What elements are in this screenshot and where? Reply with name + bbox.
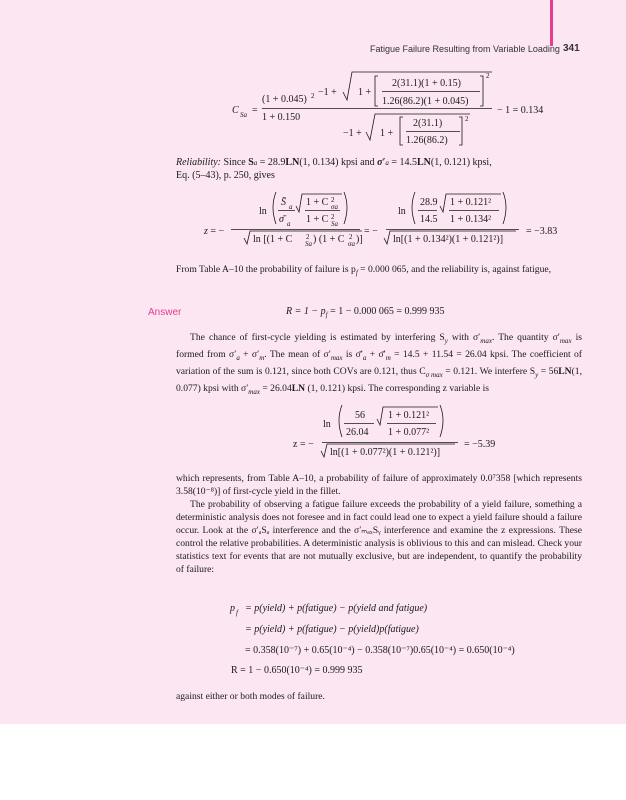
z2-result: = −5.39 — [464, 439, 496, 450]
csa-num-exp: 2 — [311, 92, 315, 100]
csa-lhs: C — [232, 105, 239, 116]
z1-val2: 14.5 — [420, 214, 438, 225]
reliability-line2: Eq. (5–43), p. 250, gives — [176, 170, 275, 181]
z2-rad-top: 1 + 0.121² — [388, 410, 430, 421]
reliability-line1: Reliability: Since Sa = 28.9LN(1, 0.134) kpsi and σ′a = 14.5LN(1, 0.121) kpsi, — [176, 157, 492, 168]
z2-v1: 56 — [355, 410, 365, 421]
csa-num-sq: 2 — [486, 72, 490, 80]
csa-num-frac-bot: 1.26(86.2)(1 + 0.045) — [382, 96, 469, 107]
csa-den-sq: 2 — [465, 115, 469, 123]
reliability-label: Reliability: — [176, 157, 221, 168]
pf-line1: = p(yield) + p(fatigue) − p(yield and fatigue) — [245, 603, 428, 614]
z1-ln2: ln — [398, 206, 406, 217]
csa-lhs-sub: Sa — [240, 111, 247, 119]
csa-den-left: 1 + 0.150 — [262, 112, 301, 123]
z2-rad-bot: 1 + 0.077² — [388, 427, 430, 438]
z2-ln: ln — [323, 419, 331, 430]
pf-line3: = 0.358(10⁻⁷) + 0.65(10⁻⁴) − 0.358(10⁻⁷)0.65(10⁻⁴) = 0.650(10⁻⁴) — [245, 645, 515, 656]
pf-line2: = p(yield) + p(fatigue) − p(yield)p(fatigue) — [245, 624, 419, 635]
csa-den-frac-bot: 1.26(86.2) — [406, 135, 448, 146]
reliability-ln1-args: (1, 0.134) — [299, 157, 339, 168]
csa-num-frac-top: 2(31.1)(1 + 0.15) — [392, 78, 461, 89]
answer-label: Answer — [148, 307, 182, 318]
para-final: against either or both modes of failure. — [176, 691, 325, 702]
para-probability: The probability of observing a fatigue failure exceeds the probability of a yield failure, something a deterministic analysis does not foresee and in fact could lead one to expect a yield failure should a failure occur. Look at the σ′ₐSₐ interference and the σ′ₘₐₓSᵧ interference and examine the z expressions. These control the relative probabilities. A deterministic analysis is oblivious to this and can mislead. Check your statistics text for events that are not mutually exclusive, but are independent, to quantify the probability of failure: — [176, 499, 582, 575]
z1-rad-top: 1 + 0.121² — [450, 197, 492, 208]
reliability-kpsi1: kpsi and — [341, 157, 375, 168]
z1-val1: 28.9 — [420, 197, 438, 208]
csa-den-frac-top: 2(31.1) — [413, 118, 443, 129]
csa-den-mid: −1 + — [343, 128, 362, 139]
reliability-ln2-args: (1, 0.121) — [430, 157, 471, 168]
z1-den-mid: ) (1 + C — [313, 234, 345, 245]
csa-result: − 1 = 0.134 — [497, 105, 544, 116]
para-represents: which represents, from Table A–10, a probability of failure of approximately 0.0⁷358 [which represents 3.58(10⁻⁸)] of first-cycle yield in the fillet. — [176, 473, 582, 497]
pf-lhs: p — [230, 603, 235, 614]
csa-equals: = — [252, 105, 258, 116]
z1-oneplus-csig: 1 + C — [306, 197, 329, 208]
reliability-sa-eq: = 28.9 — [259, 157, 286, 168]
reliability-kpsi2: kpsi, — [472, 157, 492, 168]
answer-equation: $R = 1 - p_f = 1 - 0.000$ 065 = 0.999 935 — [286, 306, 445, 319]
csa-num-left: (1 + 0.045) — [262, 94, 307, 105]
reliability-ln1: LN — [285, 157, 300, 168]
z1-den-num: ln[(1 + 0.134²)(1 + 0.121²)] — [393, 234, 504, 245]
z2-z: z = − — [293, 439, 314, 450]
reliability-sigma-eq: = 14.5 — [391, 157, 417, 168]
para-yield: The chance of first-cycle yielding is estimated by interfering $S_y$ with $\sigma'_{max}$. The quantity $\sigma'_{max}$ is formed from $\sigma'_a + \sigma'_m$. The mean of $\sigma'_{max}$ is $\sigmā'_a$ + $\sigmā'_m = 14.5 + 11.54 = 26.04$ kpsi. The coefficient of variation of the sum is 0.121, since both COVs are 0.121, thus $C_{\sigma max} = 0.121$. We interfere $S_y = 56LN(1$, 0.077) kpsi with $\sigma'_{max} = 26.04LN$ (1, 0.121) kpsi. The corresponding z variable is — [176, 332, 583, 396]
z1-oneplus-cs: 1 + C — [306, 214, 329, 225]
z2-v2: 26.04 — [346, 427, 369, 438]
z1-result: = −3.83 — [526, 226, 558, 237]
csa-num-mid: −1 + — [318, 87, 337, 98]
para-table: From Table A–10 the probability of failure is $p_f = 0.000$ 065, and the reliability is, against fatigue, — [176, 264, 552, 277]
page-number: 341 — [563, 43, 580, 54]
reliability-since: Since — [223, 157, 246, 168]
z1-den-end: )] — [356, 234, 363, 245]
z2-den: ln[(1 + 0.077²)(1 + 0.121²)] — [330, 447, 441, 458]
running-title: Fatigue Failure Resulting from Variable Loading — [370, 44, 560, 54]
reliability-ln2: LN — [416, 157, 431, 168]
z1-rad-bot: 1 + 0.134² — [450, 214, 492, 225]
z1-equals: = − — [364, 226, 378, 237]
z1-ln: ln — [259, 206, 267, 217]
pf-line4: R = 1 − 0.650(10⁻⁴) = 0.999 935 — [231, 665, 363, 676]
csa-num-oneplus: 1 + — [358, 87, 372, 98]
csa-den-oneplus: 1 + — [380, 128, 394, 139]
z1-den: ln [(1 + C — [253, 234, 293, 245]
